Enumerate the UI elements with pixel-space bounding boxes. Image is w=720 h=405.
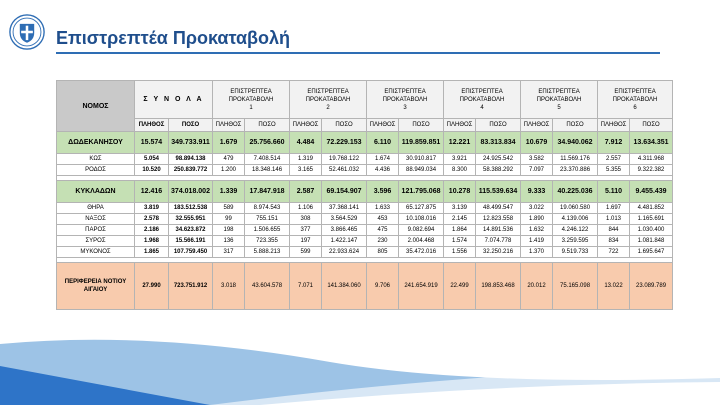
- amount-cell: 8.974.543: [245, 203, 290, 214]
- table-body: [57, 81, 673, 310]
- amount-cell: 723.751.912: [169, 263, 213, 310]
- count-cell: 1.574: [444, 236, 476, 247]
- amount-cell: 34.940.062: [553, 132, 598, 154]
- amount-cell: 1.506.655: [245, 225, 290, 236]
- count-cell: 1.697: [598, 203, 630, 214]
- count-cell: 9.706: [367, 263, 399, 310]
- amount-cell: 1.030.400: [630, 225, 673, 236]
- count-cell: 589: [213, 203, 245, 214]
- amount-cell: 9.455.439: [630, 181, 673, 203]
- amount-cell: 72.229.153: [322, 132, 367, 154]
- amount-cell: 14.891.536: [476, 225, 521, 236]
- count-cell: 4.484: [290, 132, 322, 154]
- amount-cell: 17.847.918: [245, 181, 290, 203]
- count-cell: 3.139: [444, 203, 476, 214]
- amount-cell: 115.539.634: [476, 181, 521, 203]
- count-cell: 20.012: [521, 263, 553, 310]
- count-cell: 3.582: [521, 154, 553, 165]
- amount-cell: 12.823.558: [476, 214, 521, 225]
- amount-subheader-0: ΠΟΣΟ: [169, 119, 213, 132]
- amount-cell: 1.695.647: [630, 247, 673, 258]
- amount-cell: 4.481.852: [630, 203, 673, 214]
- group-header-5: ΕΠΙΣΤΡΕΠΤΕΑ ΠΡΟΚΑΤΑΒΟΛΗ 5: [521, 81, 598, 119]
- amount-cell: 141.384.060: [322, 263, 367, 310]
- table-row: [57, 154, 673, 165]
- amount-cell: 69.154.907: [322, 181, 367, 203]
- amount-cell: 119.859.851: [399, 132, 444, 154]
- count-subheader-1: ΠΛΗΘΟΣ: [213, 119, 245, 132]
- group-header-3: ΕΠΙΣΤΡΕΠΤΕΑ ΠΡΟΚΑΤΑΒΟΛΗ 3: [367, 81, 444, 119]
- row-name-cell: ΘΗΡΑ: [57, 203, 135, 214]
- row-name-cell: ΠΑΡΟΣ: [57, 225, 135, 236]
- count-cell: 10.679: [521, 132, 553, 154]
- region-row: [57, 132, 673, 154]
- table-row: [57, 203, 673, 214]
- amount-cell: 1.165.691: [630, 214, 673, 225]
- count-cell: 1.632: [521, 225, 553, 236]
- row-name-cell: ΝΑΞΟΣ: [57, 214, 135, 225]
- count-cell: 6.110: [367, 132, 399, 154]
- count-cell: 1.339: [213, 181, 245, 203]
- table-row: [57, 225, 673, 236]
- amount-cell: 4.139.006: [553, 214, 598, 225]
- advance-payment-table: [56, 80, 673, 310]
- group-header-1: ΕΠΙΣΤΡΕΠΤΕΑ ΠΡΟΚΑΤΑΒΟΛΗ 1: [213, 81, 290, 119]
- count-cell: 99: [213, 214, 245, 225]
- amount-cell: 48.499.547: [476, 203, 521, 214]
- amount-cell: 30.910.817: [399, 154, 444, 165]
- amount-cell: 52.461.032: [322, 165, 367, 176]
- count-cell: 230: [367, 236, 399, 247]
- count-subheader-0: ΠΛΗΘΟΣ: [135, 119, 169, 132]
- row-name-cell: ΜΥΚΟΝΟΣ: [57, 247, 135, 258]
- amount-cell: 11.569.176: [553, 154, 598, 165]
- count-cell: 1.864: [444, 225, 476, 236]
- count-cell: 805: [367, 247, 399, 258]
- nomos-header: ΝΟΜΟΣ: [57, 81, 135, 132]
- count-cell: 317: [213, 247, 245, 258]
- amount-subheader-1: ΠΟΣΟ: [245, 119, 290, 132]
- amount-cell: 1.081.848: [630, 236, 673, 247]
- advance-payment-table-container: [56, 80, 672, 310]
- total-row: [57, 263, 673, 310]
- table-row: [57, 165, 673, 176]
- amount-cell: 755.151: [245, 214, 290, 225]
- count-cell: 1.556: [444, 247, 476, 258]
- count-cell: 834: [598, 236, 630, 247]
- amount-cell: 7.074.778: [476, 236, 521, 247]
- group-header-4: ΕΠΙΣΤΡΕΠΤΕΑ ΠΡΟΚΑΤΑΒΟΛΗ 4: [444, 81, 521, 119]
- count-subheader-6: ΠΛΗΘΟΣ: [598, 119, 630, 132]
- amount-cell: 24.925.542: [476, 154, 521, 165]
- amount-subheader-4: ΠΟΣΟ: [476, 119, 521, 132]
- amount-cell: 349.733.911: [169, 132, 213, 154]
- count-cell: 12.221: [444, 132, 476, 154]
- amount-cell: 7.408.514: [245, 154, 290, 165]
- amount-cell: 9.322.382: [630, 165, 673, 176]
- amount-cell: 4.246.122: [553, 225, 598, 236]
- amount-cell: 9.519.733: [553, 247, 598, 258]
- count-cell: 22.499: [444, 263, 476, 310]
- footer-wave-decoration: [0, 322, 720, 405]
- count-cell: 7.097: [521, 165, 553, 176]
- amount-cell: 88.949.034: [399, 165, 444, 176]
- count-cell: 136: [213, 236, 245, 247]
- count-cell: 10.278: [444, 181, 476, 203]
- amount-cell: 3.866.465: [322, 225, 367, 236]
- amount-cell: 107.759.450: [169, 247, 213, 258]
- count-cell: 12.416: [135, 181, 169, 203]
- amount-cell: 5.888.213: [245, 247, 290, 258]
- count-cell: 377: [290, 225, 322, 236]
- table-row: [57, 236, 673, 247]
- count-cell: 5.054: [135, 154, 169, 165]
- count-cell: 844: [598, 225, 630, 236]
- amount-cell: 34.623.872: [169, 225, 213, 236]
- count-cell: 13.022: [598, 263, 630, 310]
- table-row: [57, 247, 673, 258]
- count-cell: 2.587: [290, 181, 322, 203]
- count-cell: 197: [290, 236, 322, 247]
- count-cell: 1.370: [521, 247, 553, 258]
- amount-cell: 3.259.595: [553, 236, 598, 247]
- count-cell: 1.865: [135, 247, 169, 258]
- amount-cell: 40.225.036: [553, 181, 598, 203]
- count-subheader-3: ΠΛΗΘΟΣ: [367, 119, 399, 132]
- amount-cell: 83.313.834: [476, 132, 521, 154]
- amount-cell: 35.472.016: [399, 247, 444, 258]
- row-name-cell: ΚΥΚΛΑΔΩΝ: [57, 181, 135, 203]
- count-cell: 475: [367, 225, 399, 236]
- amount-cell: 22.933.624: [322, 247, 367, 258]
- count-cell: 2.557: [598, 154, 630, 165]
- amount-subheader-5: ΠΟΣΟ: [553, 119, 598, 132]
- count-subheader-4: ΠΛΗΘΟΣ: [444, 119, 476, 132]
- amount-cell: 37.368.141: [322, 203, 367, 214]
- count-cell: 7.912: [598, 132, 630, 154]
- amount-cell: 32.250.216: [476, 247, 521, 258]
- count-subheader-5: ΠΛΗΘΟΣ: [521, 119, 553, 132]
- group-header-6: ΕΠΙΣΤΡΕΠΤΕΑ ΠΡΟΚΑΤΑΒΟΛΗ 6: [598, 81, 673, 119]
- count-cell: 10.520: [135, 165, 169, 176]
- count-cell: 5.110: [598, 181, 630, 203]
- amount-cell: 183.512.538: [169, 203, 213, 214]
- count-cell: 2.186: [135, 225, 169, 236]
- table-row: [57, 214, 673, 225]
- count-cell: 1.419: [521, 236, 553, 247]
- count-cell: 3.596: [367, 181, 399, 203]
- amount-cell: 58.388.292: [476, 165, 521, 176]
- amount-cell: 25.756.660: [245, 132, 290, 154]
- count-cell: 9.333: [521, 181, 553, 203]
- count-cell: 2.578: [135, 214, 169, 225]
- count-cell: 3.018: [213, 263, 245, 310]
- amount-subheader-6: ΠΟΣΟ: [630, 119, 673, 132]
- count-cell: 479: [213, 154, 245, 165]
- amount-cell: 250.839.772: [169, 165, 213, 176]
- amount-cell: 241.654.919: [399, 263, 444, 310]
- amount-cell: 1.422.147: [322, 236, 367, 247]
- amount-cell: 15.566.191: [169, 236, 213, 247]
- amount-cell: 23.370.886: [553, 165, 598, 176]
- count-cell: 5.355: [598, 165, 630, 176]
- page-title: Επιστρεπτέα Προκαταβολή: [56, 28, 291, 48]
- count-cell: 1.013: [598, 214, 630, 225]
- count-cell: 1.633: [367, 203, 399, 214]
- amount-cell: 23.089.789: [630, 263, 673, 310]
- count-subheader-2: ΠΛΗΘΟΣ: [290, 119, 322, 132]
- amount-subheader-3: ΠΟΣΟ: [399, 119, 444, 132]
- amount-cell: 18.348.146: [245, 165, 290, 176]
- count-cell: 4.436: [367, 165, 399, 176]
- row-name-cell: ΠΕΡΙΦΕΡΕΙΑ ΝΟΤΙΟΥ ΑΙΓΑΙΟΥ: [57, 263, 135, 310]
- count-cell: 8.300: [444, 165, 476, 176]
- amount-cell: 32.555.951: [169, 214, 213, 225]
- row-name-cell: ΚΩΣ: [57, 154, 135, 165]
- count-cell: 198: [213, 225, 245, 236]
- totals-header: Σ Υ Ν Ο Λ Α: [135, 81, 213, 119]
- count-cell: 15.574: [135, 132, 169, 154]
- amount-cell: 2.004.468: [399, 236, 444, 247]
- count-cell: 1.200: [213, 165, 245, 176]
- amount-cell: 4.311.968: [630, 154, 673, 165]
- count-cell: 3.921: [444, 154, 476, 165]
- amount-cell: 723.355: [245, 236, 290, 247]
- count-cell: 722: [598, 247, 630, 258]
- count-cell: 3.819: [135, 203, 169, 214]
- count-cell: 27.990: [135, 263, 169, 310]
- amount-cell: 65.127.875: [399, 203, 444, 214]
- amount-cell: 3.564.529: [322, 214, 367, 225]
- count-cell: 1.674: [367, 154, 399, 165]
- amount-cell: 75.165.098: [553, 263, 598, 310]
- count-cell: 3.022: [521, 203, 553, 214]
- subheader-row: [57, 119, 673, 132]
- amount-cell: 9.082.694: [399, 225, 444, 236]
- count-cell: 2.145: [444, 214, 476, 225]
- count-cell: 1.890: [521, 214, 553, 225]
- row-name-cell: ΡΟΔΟΣ: [57, 165, 135, 176]
- count-cell: 3.165: [290, 165, 322, 176]
- amount-subheader-2: ΠΟΣΟ: [322, 119, 367, 132]
- count-cell: 599: [290, 247, 322, 258]
- header-row: [57, 81, 673, 119]
- count-cell: 453: [367, 214, 399, 225]
- count-cell: 1.968: [135, 236, 169, 247]
- greek-coat-of-arms-icon: [9, 14, 45, 50]
- amount-cell: 98.894.138: [169, 154, 213, 165]
- group-header-2: ΕΠΙΣΤΡΕΠΤΕΑ ΠΡΟΚΑΤΑΒΟΛΗ 2: [290, 81, 367, 119]
- amount-cell: 43.604.578: [245, 263, 290, 310]
- amount-cell: 374.018.002: [169, 181, 213, 203]
- amount-cell: 19.768.122: [322, 154, 367, 165]
- row-name-cell: ΣΥΡΟΣ: [57, 236, 135, 247]
- amount-cell: 10.108.016: [399, 214, 444, 225]
- title-underline: [56, 52, 660, 54]
- amount-cell: 19.060.580: [553, 203, 598, 214]
- row-name-cell: ΔΩΔΕΚΑΝΗΣΟΥ: [57, 132, 135, 154]
- count-cell: 308: [290, 214, 322, 225]
- count-cell: 1.679: [213, 132, 245, 154]
- count-cell: 1.319: [290, 154, 322, 165]
- count-cell: 1.106: [290, 203, 322, 214]
- amount-cell: 13.634.351: [630, 132, 673, 154]
- amount-cell: 198.853.468: [476, 263, 521, 310]
- count-cell: 7.071: [290, 263, 322, 310]
- amount-cell: 121.795.068: [399, 181, 444, 203]
- region-row: [57, 181, 673, 203]
